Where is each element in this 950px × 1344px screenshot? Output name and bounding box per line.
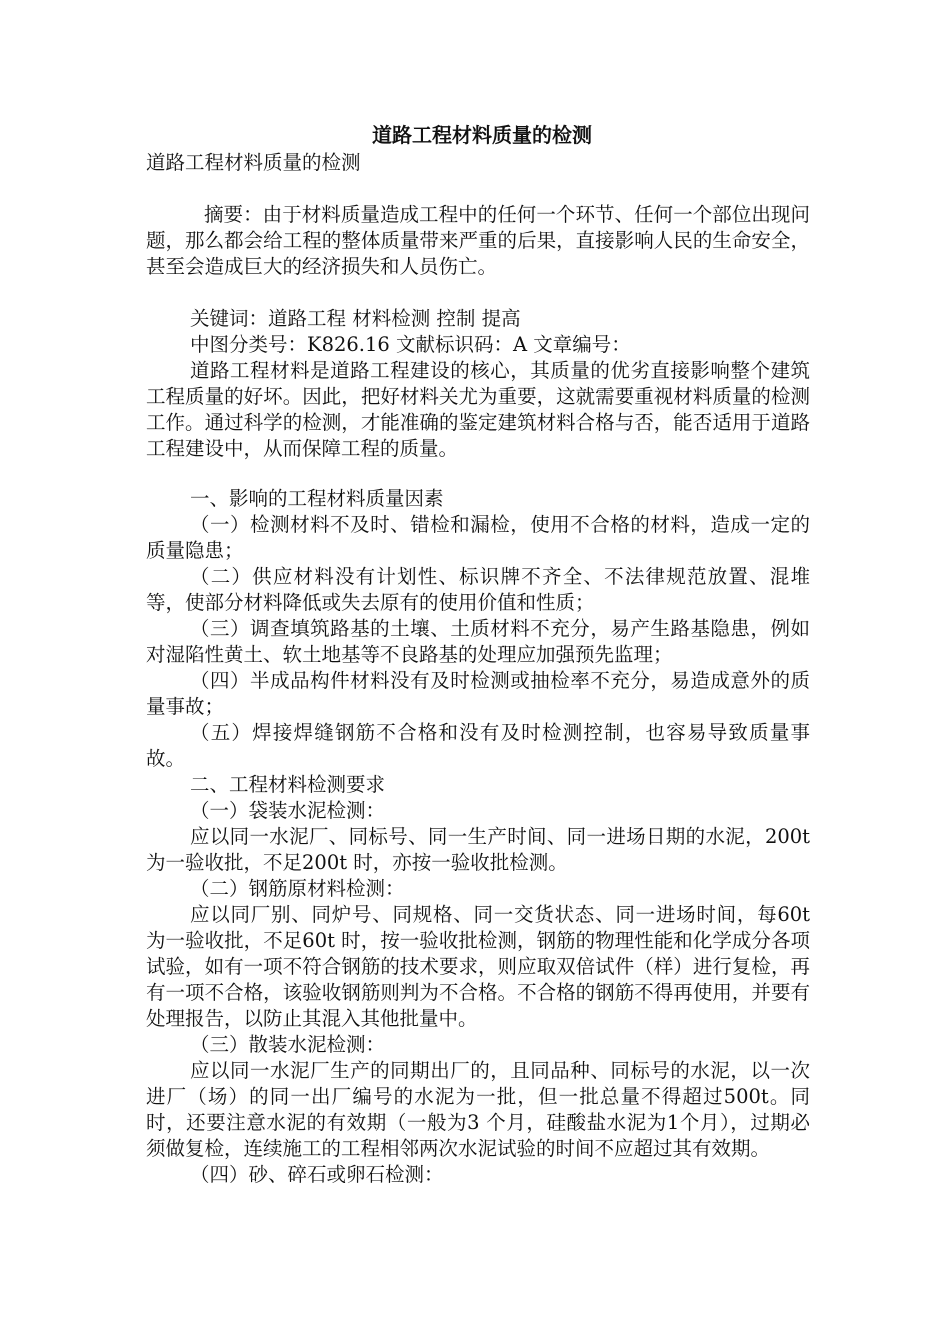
classification-line: 中图分类号：K826.16 文献标识码：A 文章编号： (190, 333, 631, 356)
subsection-text: 应以同一水泥厂、同标号、同一生产时间、同一进场日期的水泥，200t 为一验收批，不足200t 时，亦按一验收批检测。 (146, 825, 810, 874)
blank-line (146, 280, 810, 306)
section1-item: （三）调查填筑路基的土壤、土质材料不充分，易产生路基隐患，例如对湿陷性黄土、软土地基等不良路基的处理应加强预先监理； (146, 617, 810, 666)
document-page (146, 120, 810, 1188)
document-subtitle: 道路工程材料质量的检测 (146, 151, 361, 174)
section1-item: （一）检测材料不及时、错检和漏检，使用不合格的材料，造成一定的质量隐患； (146, 513, 810, 562)
subsection-heading: （三）散装水泥检测： (190, 1033, 386, 1056)
subsection-heading: （一）袋装水泥检测： (190, 799, 386, 822)
subsection-heading: （四）砂、碎石或卵石检测： (190, 1163, 444, 1186)
keywords-line: 关键词：道路工程 材料检测 控制 提高 (190, 307, 521, 330)
section1-item: （五）焊接焊缝钢筋不合格和没有及时检测控制，也容易导致质量事故。 (146, 721, 810, 770)
intro-paragraph: 道路工程材料是道路工程建设的核心，其质量的优劣直接影响整个建筑工程质量的好坏。因此，把好材料关尤为重要，这就需要重视材料质量的检测工作。通过科学的检测，才能准确的鉴定建筑材料合格与否，能否适用于道路工程建设中，从而保障工程的质量。 (146, 359, 810, 460)
subsection-heading: （二）钢筋原材料检测： (190, 877, 405, 900)
blank-line (146, 176, 810, 202)
section1-item: （四）半成品构件材料没有及时检测或抽检率不充分，易造成意外的质量事故； (146, 669, 810, 718)
abstract-paragraph: 摘要：由于材料质量造成工程中的任何一个环节、任何一个部位出现问题，那么都会给工程的整体质量带来严重的后果，直接影响人民的生命安全，甚至会造成巨大的经济损失和人员伤亡。 (146, 203, 810, 278)
document-title: 道路工程材料质量的检测 (372, 123, 592, 147)
section2-heading: 二、工程材料检测要求 (190, 773, 386, 796)
subsection-text: 应以同厂别、同炉号、同规格、同一交货状态、同一进场时间，每60t 为一验收批，不足60t 时，按一验收批检测，钢筋的物理性能和化学成分各项试验，如有一项不符合钢筋的技术要求，则应取双倍试件（样）进行复检，再有一项不合格，该验收钢筋则判为不合格。不合格的钢筋不得再使用，并要有处理报告，以防止其混入其他批量中。 (146, 903, 810, 1030)
subsection-text: 应以同一水泥厂生产的同期出厂的，且同品种、同标号的水泥，以一次进厂（场）的同一出厂编号的水泥为一批，但一批总量不得超过500t。同时，还要注意水泥的有效期（一般为3 个月，硅酸盐水泥为1个月），过期必须做复检，连续施工的工程相邻两次水泥试验的时间不应超过其有效期。 (146, 1059, 810, 1160)
section1-item: （二）供应材料没有计划性、标识牌不齐全、不法律规范放置、混堆等，使部分材料降低或失去原有的使用价值和性质； (146, 565, 810, 614)
blank-line (146, 462, 810, 486)
section1-heading: 一、影响的工程材料质量因素 (190, 487, 444, 510)
